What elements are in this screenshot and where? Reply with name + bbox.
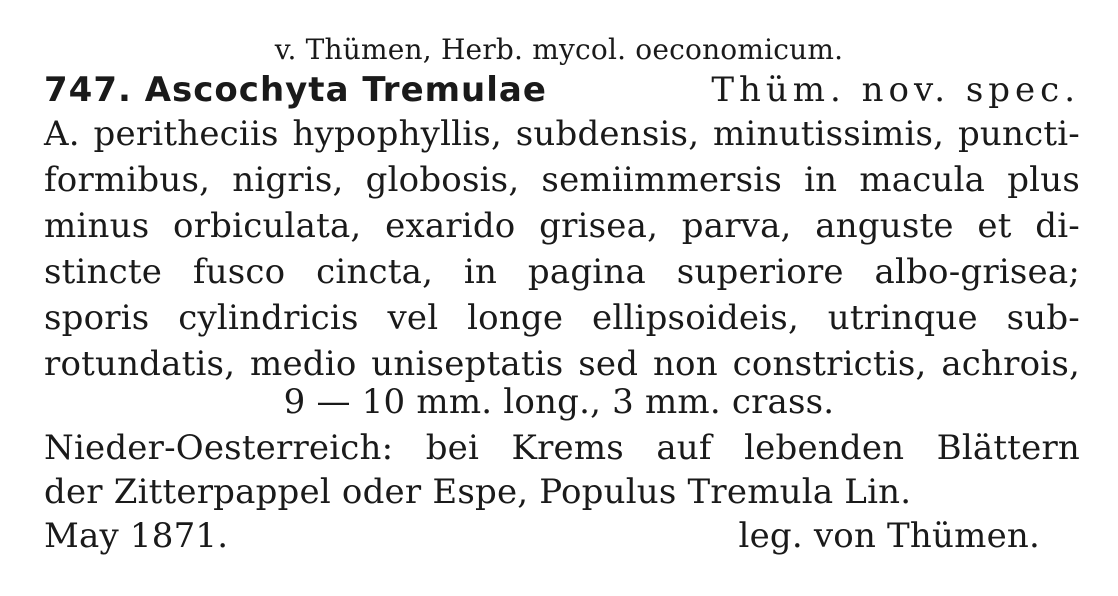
collection-line <box>44 516 1040 556</box>
series-header: v. Thümen, Herb. mycol. oeconomicum. <box>274 33 844 66</box>
species-title: 747. Ascochyta Tremulae <box>44 70 547 110</box>
spore-measurements: 9 — 10 mm. long., 3 mm. crass. <box>283 382 835 422</box>
description-line: sporis cylindricis vel longe ellipsoideis, utrinque sub- <box>44 298 1080 338</box>
description-line: A. peritheciis hypophyllis, subdensis, minutissimis, puncti- <box>44 114 1080 154</box>
collection-date: May 1871. <box>44 516 229 556</box>
species-title-line <box>44 70 1080 110</box>
collector: leg. von Thümen. <box>738 516 1040 556</box>
locality-line: der Zitterpappel oder Espe, Populus Tremula Lin. <box>44 472 912 512</box>
species-author: Thüm. nov. spec. <box>711 70 1080 110</box>
description-line: stincte fusco cincta, in pagina superiore albo-grisea; <box>44 252 1080 292</box>
description-line: minus orbiculata, exarido grisea, parva, anguste et di- <box>44 206 1080 246</box>
locality-line: Nieder-Oesterreich: bei Krems auf lebenden Blättern <box>44 428 1080 468</box>
description-line: formibus, nigris, globosis, semiimmersis in macula plus <box>44 160 1080 200</box>
description-line: rotundatis, medio uniseptatis sed non constrictis, achrois, <box>44 344 1080 384</box>
